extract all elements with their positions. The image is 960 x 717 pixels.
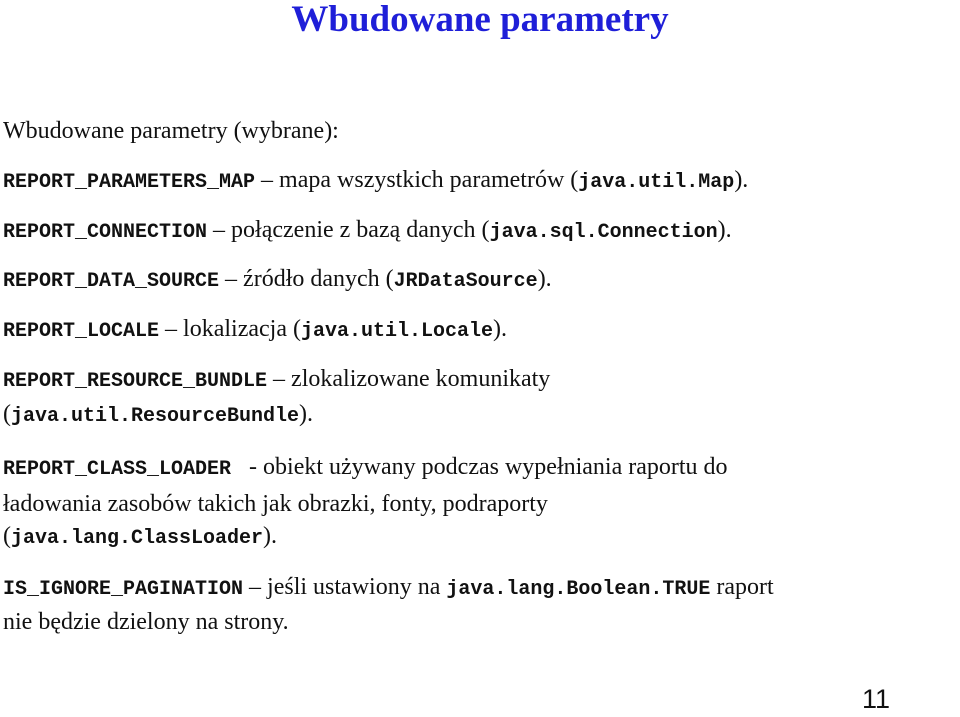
param-end: ).	[493, 316, 507, 342]
param-desc: – połączenie z bazą danych (	[207, 217, 490, 243]
param-desc: – jeśli ustawiony na	[243, 574, 447, 600]
param-desc: – mapa wszystkich parametrów (	[255, 167, 579, 193]
param-type: java.sql.Connection	[489, 221, 718, 244]
param-report-locale	[3, 314, 953, 347]
param-is-ignore-pagination	[3, 572, 953, 605]
intro-text: Wbudowane parametry (wybrane):	[3, 118, 339, 144]
param-report-resource-bundle	[3, 364, 953, 397]
param-report-connection	[3, 215, 953, 248]
param-type: JRDataSource	[393, 270, 538, 293]
param-name: REPORT_PARAMETERS_MAP	[3, 171, 256, 194]
param-end: ).	[263, 523, 278, 549]
param-is-ignore-pagination-cont	[3, 607, 953, 637]
page-title: Wbudowane parametry	[291, 0, 669, 40]
param-name: REPORT_CONNECTION	[3, 221, 208, 244]
param-report-class-loader-type	[3, 521, 953, 554]
param-type: java.util.ResourceBundle	[11, 405, 300, 428]
param-open: (	[3, 523, 11, 549]
param-type: java.lang.Boolean.TRUE	[446, 578, 711, 601]
param-report-parameters-map	[3, 165, 953, 198]
param-type: java.lang.ClassLoader	[11, 527, 264, 550]
param-desc: - obiekt używany podczas wypełniania raportu do	[231, 454, 728, 480]
param-end: ).	[537, 266, 552, 292]
param-name: REPORT_RESOURCE_BUNDLE	[3, 370, 268, 393]
param-desc-after: raport	[710, 574, 774, 600]
param-name: REPORT_LOCALE	[3, 320, 160, 343]
page-number: 11	[861, 684, 890, 714]
param-desc: – źródło danych (	[219, 266, 394, 292]
param-name: IS_IGNORE_PAGINATION	[3, 578, 244, 601]
param-desc-2: ładowania zasobów takich jak obrazki, fonty, podraporty	[3, 491, 548, 517]
param-end: ).	[299, 401, 314, 427]
intro-line	[3, 116, 953, 146]
param-desc: – zlokalizowane komunikaty	[267, 366, 551, 392]
param-end: ).	[717, 217, 732, 243]
param-type: java.util.Map	[578, 171, 735, 194]
param-report-class-loader-cont	[3, 489, 953, 519]
param-desc: – lokalizacja (	[159, 316, 301, 342]
param-report-resource-bundle-cont	[3, 399, 953, 432]
param-name: REPORT_DATA_SOURCE	[3, 270, 220, 293]
param-name: REPORT_CLASS_LOADER	[3, 458, 232, 481]
slide-body	[3, 116, 953, 637]
param-open: (	[3, 401, 11, 427]
param-desc-2: nie będzie dzielony na strony.	[3, 609, 289, 635]
param-report-class-loader	[3, 452, 953, 485]
param-type: java.util.Locale	[300, 320, 493, 343]
param-end: ).	[734, 167, 749, 193]
param-report-data-source	[3, 264, 953, 297]
